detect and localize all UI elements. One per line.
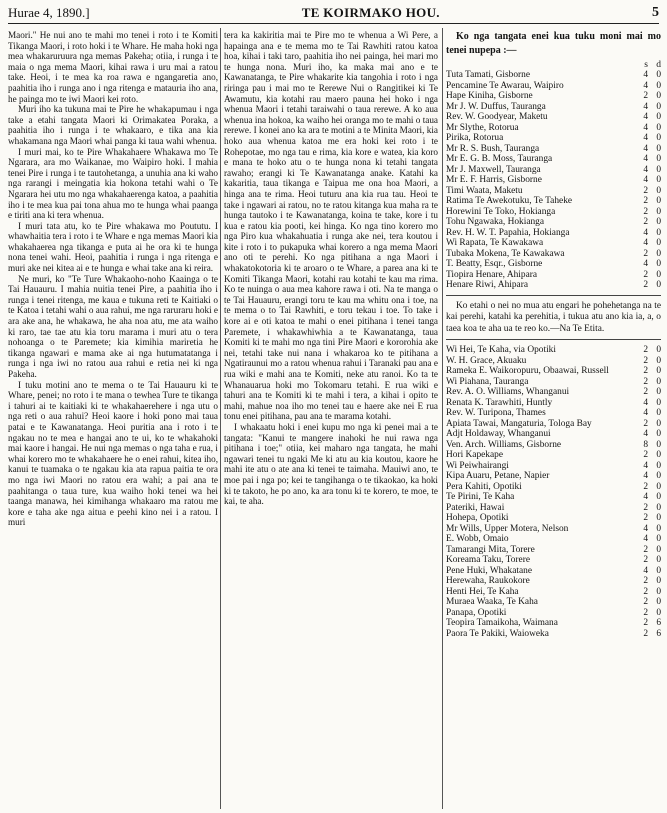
amount-pence: 0 bbox=[656, 70, 661, 80]
subscriber-list bbox=[446, 70, 661, 291]
amount-shillings: 2 bbox=[643, 618, 648, 628]
subscriber-name: Koreama Taku, Torere bbox=[446, 555, 530, 565]
subscriber-row bbox=[446, 356, 661, 367]
subscriber-name: Pencamine Te Awarau, Waipiro bbox=[446, 80, 564, 91]
amount-pence: 0 bbox=[656, 513, 661, 523]
subscriber-row bbox=[446, 112, 661, 123]
amount-shillings: 4 bbox=[643, 238, 648, 248]
amount-shillings: 4 bbox=[643, 80, 648, 91]
subscriber-row bbox=[446, 555, 661, 566]
amount-pence: 0 bbox=[656, 481, 661, 492]
subscriber-row bbox=[446, 408, 661, 419]
amount-shillings: 2 bbox=[643, 576, 648, 586]
amount-shillings: 4 bbox=[643, 471, 648, 481]
subscriber-name: Pera Kahiti, Opotiki bbox=[446, 481, 522, 492]
amount-shillings: 2 bbox=[643, 544, 648, 555]
amount-shillings: 4 bbox=[643, 175, 648, 185]
amount-shillings: 2 bbox=[643, 513, 648, 523]
subscriber-row bbox=[446, 249, 661, 260]
amount-shillings: 2 bbox=[643, 502, 648, 513]
amount-pence: 0 bbox=[656, 408, 661, 418]
amount-pence: 0 bbox=[656, 534, 661, 544]
subscriber-name: Mr E. F. Harris, Gisborne bbox=[446, 175, 542, 185]
subscriber-row bbox=[446, 70, 661, 81]
amount-pence: 0 bbox=[656, 280, 661, 290]
subscriber-name: Mr J. Maxwell, Tauranga bbox=[446, 164, 541, 175]
subscriber-name: Henti Hei, Te Kaha bbox=[446, 586, 519, 597]
amount-shillings: 2 bbox=[643, 345, 648, 355]
amount-shillings: 2 bbox=[643, 206, 648, 217]
subscriber-name: Rev. W. Turipona, Thames bbox=[446, 408, 546, 418]
amount-pence: 0 bbox=[656, 376, 661, 387]
amount-shillings: 2 bbox=[643, 481, 648, 492]
subscriber-name: T. Beatty, Esqr., Gisborne bbox=[446, 259, 543, 269]
subscriber-name: Mr J. W. Duffus, Tauranga bbox=[446, 101, 546, 112]
subscriber-name: Mr Wills, Upper Motera, Nelson bbox=[446, 523, 569, 534]
subscriber-row bbox=[446, 207, 661, 218]
amount-pence: 0 bbox=[656, 259, 661, 269]
amount-pence: 0 bbox=[656, 355, 661, 366]
amount-shillings: 2 bbox=[643, 450, 648, 460]
subscriber-name: Mr E. G. B. Moss, Tauranga bbox=[446, 154, 553, 164]
subscriber-name: Wi Piahana, Tauranga bbox=[446, 376, 529, 387]
subscriber-row bbox=[446, 471, 661, 482]
subscriber-row bbox=[446, 165, 661, 176]
subscriber-name: Henare Riwi, Ahipara bbox=[446, 280, 529, 290]
subscriber-name: Hohepa, Opotiki bbox=[446, 513, 509, 523]
subscribers-column bbox=[446, 30, 661, 809]
subscriber-name: Horewini Te Toko, Hokianga bbox=[446, 206, 556, 217]
amount-shillings: 4 bbox=[643, 460, 648, 471]
amount-pence: 0 bbox=[656, 175, 661, 185]
subscriber-row bbox=[446, 534, 661, 545]
amount-pence: 0 bbox=[656, 154, 661, 164]
subscriber-row bbox=[446, 259, 661, 270]
amount-shillings: 4 bbox=[643, 164, 648, 175]
shillings-label: s bbox=[644, 60, 648, 70]
amount-shillings: 4 bbox=[643, 259, 648, 269]
subscriber-name: Tuta Tamati, Gisborne bbox=[446, 70, 530, 80]
amount-shillings: 4 bbox=[643, 70, 648, 80]
subscriber-row bbox=[446, 377, 661, 388]
page-number: 5 bbox=[652, 5, 659, 20]
subscriber-name: Panapa, Opotiki bbox=[446, 607, 507, 618]
subscriber-row bbox=[446, 524, 661, 535]
subscriber-row bbox=[446, 144, 661, 155]
currency-header bbox=[446, 60, 661, 70]
subscriber-name: Wi Hei, Te Kaha, via Opotiki bbox=[446, 345, 556, 355]
subscriber-row bbox=[446, 270, 661, 281]
subscriber-name: Herewaha, Raukokore bbox=[446, 576, 530, 586]
amount-shillings: 4 bbox=[643, 133, 648, 143]
amount-shillings: 8 bbox=[643, 439, 648, 450]
subscriber-row bbox=[446, 154, 661, 165]
amount-pence: 0 bbox=[656, 366, 661, 376]
subscriber-row bbox=[446, 280, 661, 291]
amount-pence: 6 bbox=[656, 628, 661, 639]
amount-pence: 0 bbox=[656, 565, 661, 576]
subscriber-row bbox=[446, 587, 661, 598]
subscriber-row bbox=[446, 345, 661, 356]
amount-pence: 0 bbox=[656, 492, 661, 502]
amount-pence: 0 bbox=[656, 143, 661, 154]
subscriber-name: Adjt Holdaway, Whanganui bbox=[446, 429, 551, 439]
subscriber-name: Mr Slythe, Rotorua bbox=[446, 122, 519, 133]
amount-shillings: 2 bbox=[643, 248, 648, 259]
amount-pence: 0 bbox=[656, 133, 661, 143]
amount-pence: 0 bbox=[656, 112, 661, 122]
subscriber-row bbox=[446, 196, 661, 207]
subscriber-row bbox=[446, 91, 661, 102]
subscriber-row bbox=[446, 482, 661, 493]
paragraph: I whakaatu hoki i enei kupu mo nga ki penei mai a te tangata: "Kanui te mangere inahoki he nui rawa nga pitihana i toe;" otiia, kei maharo nga tangata, he mahi ngawari tenei tu ngaki Me ki atu au kia koutou, kaore he mahi ite atu o ate ana ki tenei te taimaha. Mauiwi ano, te moe pai i nga po; kei te tangihanga o te tikaokao, ka hoki ki te takoto, he po ano, ka ara tonu ki te korero, te moe, te kai, te aha. bbox=[224, 421, 438, 507]
amount-pence: 0 bbox=[656, 607, 661, 618]
amount-shillings: 2 bbox=[643, 628, 648, 639]
subscriber-row bbox=[446, 398, 661, 409]
amount-pence: 6 bbox=[656, 618, 661, 628]
amount-pence: 0 bbox=[656, 586, 661, 597]
subscriber-name: Tamarangi Mita, Torere bbox=[446, 544, 535, 555]
subscriber-name: Hape Kiniha, Gisborne bbox=[446, 91, 533, 101]
subscriber-row bbox=[446, 597, 661, 608]
pence-label: d bbox=[656, 60, 661, 70]
amount-pence: 0 bbox=[656, 269, 661, 280]
amount-shillings: 4 bbox=[643, 492, 648, 502]
subscriber-name: Teopira Tamaikoha, Waimana bbox=[446, 618, 558, 628]
amount-shillings: 2 bbox=[643, 185, 648, 196]
subscriber-row bbox=[446, 228, 661, 239]
subscriber-row bbox=[446, 503, 661, 514]
amount-shillings: 4 bbox=[643, 227, 648, 238]
subscriber-row bbox=[446, 123, 661, 134]
subscriber-row bbox=[446, 238, 661, 249]
amount-pence: 0 bbox=[656, 164, 661, 175]
subscriber-row bbox=[446, 366, 661, 377]
amount-shillings: 2 bbox=[643, 387, 648, 397]
amount-shillings: 2 bbox=[643, 418, 648, 429]
amount-shillings: 4 bbox=[643, 534, 648, 544]
amount-pence: 0 bbox=[656, 544, 661, 555]
amount-shillings: 4 bbox=[643, 429, 648, 439]
amount-shillings: 2 bbox=[643, 607, 648, 618]
amount-pence: 0 bbox=[656, 80, 661, 91]
subscriber-row bbox=[446, 566, 661, 577]
subscriber-name: Ven. Arch. Williams, Gisborne bbox=[446, 439, 562, 450]
subscriber-name: Wi Rapata, Te Kawakawa bbox=[446, 238, 544, 248]
subscriber-row bbox=[446, 440, 661, 451]
subscriber-row bbox=[446, 387, 661, 398]
subscriber-name: Rev. W. Goodyear, Maketu bbox=[446, 112, 548, 122]
subscriber-row bbox=[446, 419, 661, 430]
divider bbox=[446, 339, 661, 340]
subscriber-row bbox=[446, 450, 661, 461]
amount-pence: 0 bbox=[656, 450, 661, 460]
amount-shillings: 4 bbox=[643, 112, 648, 122]
amount-shillings: 4 bbox=[643, 408, 648, 418]
subscriber-row bbox=[446, 492, 661, 503]
amount-pence: 0 bbox=[656, 206, 661, 217]
subscriber-name: Renata K. Tarawhiti, Huntly bbox=[446, 397, 553, 408]
subscriber-name: Apiata Tawai, Mangaturia, Tologa Bay bbox=[446, 418, 592, 429]
subscriber-name: Hori Kapekape bbox=[446, 450, 504, 460]
amount-pence: 0 bbox=[656, 460, 661, 471]
subscriber-name: Pateriki, Hawai bbox=[446, 502, 505, 513]
subscriber-name: Tiopira Henare, Ahipara bbox=[446, 269, 538, 280]
paragraph: I muri mai, ko te Pire Whakahaere Whakawa mo Te Ngarara, ara mo Waikanae, mo Waipiro hoki. I mahia tenei Pire i runga i te tautohetanga, a unuhia ana ki waho nga rarangi i meingatia kia hokona tetahi wahi o Te Ngarara hei utu mo nga whakahaerenga katoa, a paahitia iho i te mea kua pai tona ahua mo te hunga whai paanga e tiriti ana ki tera whenua. bbox=[8, 146, 218, 221]
subscriber-row bbox=[446, 175, 661, 186]
article-column-2 bbox=[224, 30, 438, 809]
paragraph: Maori." He nui ano te mahi mo tenei i roto i te Komiti Tikanga Maori, i roto hoki i te Whare. He maha hoki nga mea whakaruruura nga memas Pakeha; otiia, i runga i te maia o nga mema Maori, kihai rawa i uru mai a ratou take. Heoi, i te mea ka roa rawa e ngangaretia ano, paahitia iho i runga ano i nga ritenga e matauria iho ana, he painga mo te iwi Maori kei roto. bbox=[8, 30, 218, 104]
subscriber-row bbox=[446, 429, 661, 440]
subscriber-name: Paora Te Pakiki, Waioweka bbox=[446, 628, 549, 639]
amount-shillings: 2 bbox=[643, 280, 648, 290]
paragraph: tera ka kakiritia mai te Pire mo te whenua a Wi Pere, a hapainga ana e te mema mo te Tai Rawhiti ratou katoa hoa, kihai i taki taro, paahitia iho nei painga, hei mari mo te hunga nona. Muri iho, ka maka mai ano e te Kawanatanga, te Pire whakarite kia tangohia i roto i nga riringa pau i mai mo te Rerewe Nui o Rangitikei ki Te Awamutu, kia kotahi rau maero pauna hei hoko i nga whenua Maori i tetahi taraiwahi o taua rerewe. A ko aua whenua ina hokoa, ka waiho hei oranga mo te mahi o taua rerewe. I konei ano ka ara te motini a te Minita Maori, kia hoko aua whenua katoa me era hoki kei roto i te Rohepotae, mo nga tau e rima, kia kore e watea, kia koro e mana te hoko atu o te hunga nona ki tetahi tangata rawaho; erangi ki Te Kawanatanga anake. Katahi ka kakaritia, taua tikanga e Taipua me ona hoa Maori, a hinga ana te rima. Heoi tuturu ana kia rua tau. Heoi te take i ngawari ai ratou, no te ratou kitanga kua maha ra te hunga tautoko i te Kawanatanga, koina te take, kore i tu kua e ratou kia pooti, kei hinga. Ko nga tino korero mo nga Piro kua whakahuatia i runga ake nei, tera koutou i kite i roto i to pukapuka whai korero a nga mema Maori ano oti te perehi. Ko nga pitihana a nga Maori i whakatokotoria ki te aroaro o te Whare, a parea ana ki te Komiti Tikanga Maori, kotahi rau kotahi te kau ma rima. Ko te nuinga o aua mea kahore rawa i oti. Na te manga o te Tai Hauauru, erangi toru te kau ma whitu ona i toe, na te mema o to Tai Rawhiti, e toru tekau i toe. To take i kore ai e oti katoa te mahi o enei pitihana i tenei tanga Paremete, i whakawhiwhia a te Kawanatanga, taua Komiti ki te mahi mo nga tini Pire Maori e kororohia ake nei, tetahi take nui nana i whakaroa ko te pitihana a Ngatiraunui mo a ratou whenua rahui i Taranaki pau ana e rua wiki e mahi ana te Komiti, neke atu ranoi. Ko ta te Whanauarua hoki mo Tokomaru tetahi. E rua wiki e tahuri ana te Komiti ki te mahi i tera, a kihai i opito te mahi, mahue noa iho mo tenei tau e haere ake nei E rua tonu enei pitihana, pau ana te marama kotahi. bbox=[224, 30, 438, 422]
subscriber-name: Mr R. S. Bush, Tauranga bbox=[446, 143, 540, 154]
subscriber-row bbox=[446, 217, 661, 228]
amount-shillings: 4 bbox=[643, 143, 648, 154]
subscribers-heading: Ko nga tangata enei kua tuku moni mai mo tenei nupepa :— bbox=[446, 31, 661, 56]
column-divider bbox=[442, 28, 443, 809]
subscriber-name: Rev. H. W. T. Papahia, Hokianga bbox=[446, 227, 570, 238]
subscriber-name: Tohu Ngawaka, Hokianga bbox=[446, 217, 545, 227]
subscriber-row bbox=[446, 545, 661, 556]
amount-pence: 0 bbox=[656, 555, 661, 565]
amount-pence: 0 bbox=[656, 439, 661, 450]
subscriber-name: Ratima Te Awekotuku, Te Taheke bbox=[446, 196, 573, 206]
amount-shillings: 2 bbox=[643, 376, 648, 387]
paragraph: Muri iho ka tukuna mai te Pire he whakapumau i nga take a etahi tangata Maori ki Orimakatea Poraka, a paahitia iho i runga i te whakaaro, e tika ana kia whakamana nga Maori whai panga ki taua wahi whenua. bbox=[8, 104, 218, 146]
subscriber-row bbox=[446, 576, 661, 587]
amount-shillings: 2 bbox=[643, 355, 648, 366]
amount-shillings: 2 bbox=[643, 597, 648, 607]
subscriber-name: E. Wobb, Omaio bbox=[446, 534, 509, 544]
subscriber-name: Kipa Auaru, Petane, Napier bbox=[446, 471, 550, 481]
subscriber-name: Timi Waata, Maketu bbox=[446, 185, 523, 196]
subscriber-name: Tubaka Mokena, Te Kawakawa bbox=[446, 248, 565, 259]
issue-date: Hurae 4, 1890.] bbox=[8, 5, 90, 20]
subscriber-name: Te Pirini, Te Kaha bbox=[446, 492, 515, 502]
subscriber-row bbox=[446, 461, 661, 472]
subscriber-row bbox=[446, 618, 661, 629]
amount-pence: 0 bbox=[656, 397, 661, 408]
amount-pence: 0 bbox=[656, 387, 661, 397]
subscriber-row bbox=[446, 513, 661, 524]
subscriber-name: Rev. A. O. Williams, Whanganui bbox=[446, 387, 570, 397]
amount-pence: 0 bbox=[656, 523, 661, 534]
amount-pence: 0 bbox=[656, 502, 661, 513]
editor-note: Ko etahi o nei no mua atu engari he pohehetanga na te kai perehi, katahi ka perehitia, i tukua atu ano kia ia, a, o taea koa te aha ua te reo ko.—Na Te Etita. bbox=[446, 300, 661, 334]
amount-shillings: 4 bbox=[643, 523, 648, 534]
amount-shillings: 4 bbox=[643, 154, 648, 164]
amount-pence: 0 bbox=[656, 227, 661, 238]
amount-pence: 0 bbox=[656, 429, 661, 439]
amount-shillings: 2 bbox=[643, 269, 648, 280]
amount-shillings: 2 bbox=[643, 91, 648, 101]
amount-pence: 0 bbox=[656, 576, 661, 586]
newspaper-title: TE KOIRMAKO HOU. bbox=[301, 5, 440, 20]
subscriber-row bbox=[446, 81, 661, 92]
amount-pence: 0 bbox=[656, 238, 661, 248]
subscriber-name: Pene Huki, Whakatane bbox=[446, 565, 532, 576]
subscriber-name: W. H. Grace, Akuaku bbox=[446, 355, 527, 366]
amount-pence: 0 bbox=[656, 101, 661, 112]
subscriber-name: Pirika, Rotorua bbox=[446, 133, 504, 143]
subscriber-row bbox=[446, 102, 661, 113]
amount-pence: 0 bbox=[656, 91, 661, 101]
subscriber-row bbox=[446, 629, 661, 640]
amount-pence: 0 bbox=[656, 217, 661, 227]
amount-shillings: 4 bbox=[643, 397, 648, 408]
article-column-1 bbox=[8, 30, 218, 809]
amount-shillings: 2 bbox=[643, 586, 648, 597]
amount-pence: 0 bbox=[656, 185, 661, 196]
paragraph: Ne muri, ko "Te Ture Whakaoho-noho Kaainga o te Tai Hauauru. I mahia nuitia tenei Pire, a paahitia iho i runga i tenei ritenga, me kaua e tukuna reti te Kaitiaki o te Katoa i tetahi wahi o aua rahui, me nga raruraru hoki e ara ake ana, he whakawa, he aha noa atu, me ata waiho ki raro, tae tae atu kia toru marama i muri atu o tera nohoanga o te Paremete; kia kimihia mariretia he tikanga ngawari e mama ake ai nga hutumatatanga i runga i nga iwi no ratou aua rahui e retia nei ki nga Pakeha. bbox=[8, 273, 218, 379]
subscriber-row bbox=[446, 186, 661, 197]
paragraph: I muri tata atu, ko te Pire whakawa mo Poututu. I whawhaitia tera i roto i te Whare e nga memas Maori kia whakahaerea nga tikanga e puta ai he ora ki te hunga nona tenei wahi. Heoi, paahitia i runga i nga ritenga e muri ake nei kitea ai e te hunga e whai take ana ki reira. bbox=[8, 220, 218, 274]
page-header bbox=[8, 2, 659, 24]
subscriber-list bbox=[446, 345, 661, 639]
amount-shillings: 2 bbox=[643, 196, 648, 206]
amount-shillings: 4 bbox=[643, 122, 648, 133]
amount-pence: 0 bbox=[656, 196, 661, 206]
subscriber-row bbox=[446, 133, 661, 144]
amount-pence: 0 bbox=[656, 248, 661, 259]
amount-shillings: 2 bbox=[643, 366, 648, 376]
amount-shillings: 4 bbox=[643, 101, 648, 112]
subscriber-name: Rameka E. Waikoropuru, Obaawai, Russell bbox=[446, 366, 609, 376]
divider bbox=[446, 295, 661, 296]
column-divider bbox=[220, 28, 221, 809]
paragraph: I tuku motini ano te mema o te Tai Hauauru ki te Whare, penei; no roto i te mana o tewhea Ture te tikanga i tahuri ai te kaitiaki ki te whakahaerehere i nga utu o nga reti o aua rahui? Heoi kaore i hoki pono mai taua patai e te Kawanatanga. Heoi puritia ana i roto i te ngakau no te mea e hangai ano te ui, ko te whakahoki mai kaore i hangai. He nui nga memas o nga taha e rua, i whai korero mo te whakahaere he o enei rahui, kitea iho, kanui te tuamaka o te ngakau kia ata rapua paitia te ora mo nga iwi Maori no ratou era wahi; a pai ana te paahitanga o taua ture, kua waiho hoki tenei wa hei taanga manawa, hei kimihanga whakaaro ma ratou me kore e taha ake nga aitua e peehi kino nei i a ratou. I muri bbox=[8, 379, 218, 528]
amount-shillings: 2 bbox=[643, 555, 648, 565]
amount-pence: 0 bbox=[656, 471, 661, 481]
amount-pence: 0 bbox=[656, 122, 661, 133]
amount-shillings: 4 bbox=[643, 565, 648, 576]
subscriber-row bbox=[446, 608, 661, 619]
amount-pence: 0 bbox=[656, 418, 661, 429]
amount-shillings: 2 bbox=[643, 217, 648, 227]
amount-pence: 0 bbox=[656, 345, 661, 355]
subscriber-name: Wi Peiwhairangi bbox=[446, 460, 509, 471]
amount-pence: 0 bbox=[656, 597, 661, 607]
subscriber-name: Muraea Waaka, Te Kaha bbox=[446, 597, 538, 607]
